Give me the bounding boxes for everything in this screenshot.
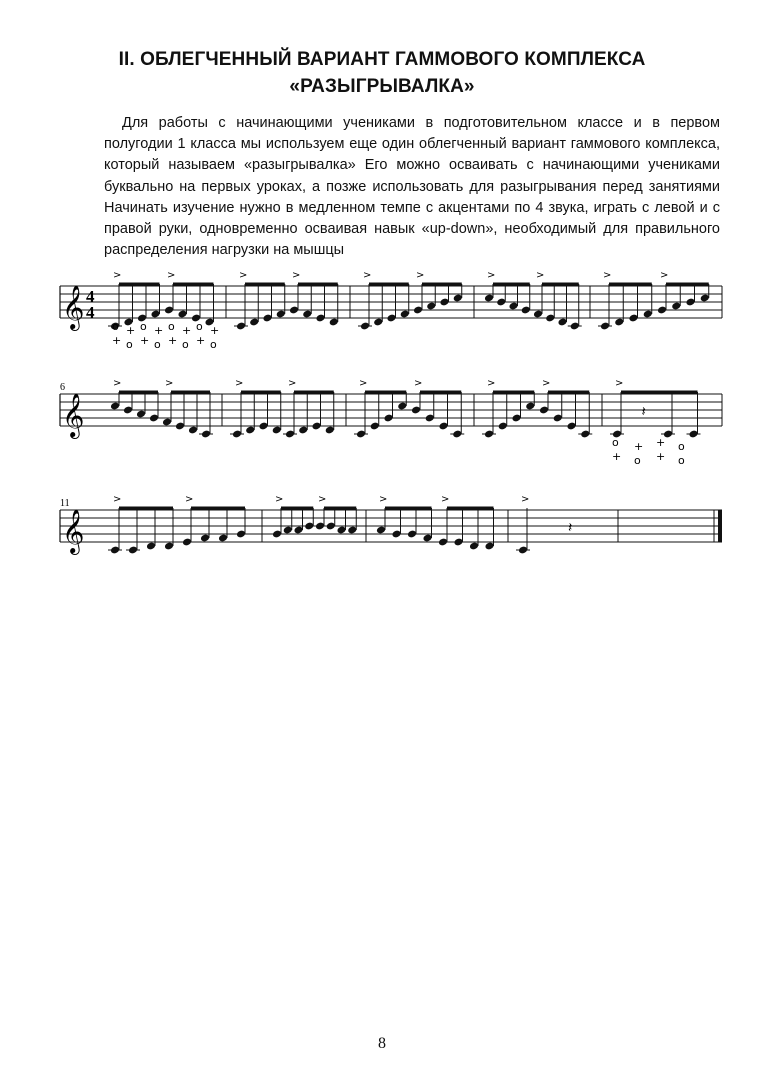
treble-clef-icon: 𝄞: [62, 509, 85, 553]
fingering-mark: o: [678, 454, 685, 467]
intro-text: Для работы с начинающими учениками в подготовительном классе и в первом полугодии 1 класса мы используем еще один облегченный вариант гаммового комплекса, который называем «разыгрывалка» Его можно осваивать с начинающими учениками буквально на первых уроках, а позже использовать для разыгрывания перед занятиями Начинать изучение нужно в медленном темпе с акцентами по 4 звука, играть с левой и с правой руки, одновременно осваивая навык «up-down», необходимый для правильного распределения нагрузки на мышцы: [104, 115, 720, 259]
accent-mark: >: [660, 270, 669, 281]
fingering-mark: o: [168, 320, 175, 333]
fingering-mark: o: [210, 338, 217, 351]
fingering-mark: o: [154, 338, 161, 351]
page-number: 8: [378, 1035, 386, 1052]
fingering-mark: +: [196, 334, 206, 347]
accent-mark: >: [113, 270, 122, 281]
accent-mark: >: [615, 378, 624, 389]
notes-layer: [110, 378, 701, 438]
staff-system-1-svg: [0, 270, 764, 380]
fingering-layer: [612, 436, 685, 467]
accent-mark: >: [379, 494, 388, 505]
fingering-layer: [112, 320, 219, 351]
intro-paragraph: [104, 113, 720, 261]
accent-mark: >: [235, 378, 244, 389]
accent-mark: >: [416, 270, 425, 281]
fingering-mark: o: [634, 454, 641, 467]
accent-mark: >: [441, 494, 450, 505]
staff-system-2-svg: [0, 370, 764, 480]
fingering-mark: +: [656, 450, 666, 463]
fingering-mark: +: [140, 334, 150, 347]
fingering-mark: o: [126, 338, 133, 351]
accent-mark: >: [487, 378, 496, 389]
accent-mark: >: [113, 378, 122, 389]
accent-mark: >: [487, 270, 496, 281]
fingering-mark: o: [140, 320, 147, 333]
fingering-mark: +: [210, 324, 220, 337]
accent-mark: >: [318, 494, 327, 505]
staff-lines: [60, 394, 722, 426]
accent-mark: >: [185, 494, 194, 505]
fingering-mark: o: [678, 440, 685, 453]
fingering-mark: +: [656, 436, 666, 449]
fingering-mark: +: [612, 450, 622, 463]
fingering-mark: o: [196, 320, 203, 333]
accent-mark: >: [359, 378, 368, 389]
accent-mark: >: [113, 494, 122, 505]
music-system-2: [0, 370, 764, 480]
accent-mark: >: [536, 270, 545, 281]
accent-mark: >: [167, 270, 176, 281]
fingering-mark: +: [126, 324, 136, 337]
accent-mark: >: [275, 494, 284, 505]
music-system-1: [0, 270, 764, 380]
fingering-mark: +: [634, 440, 644, 453]
measure-number: 11: [60, 498, 70, 509]
section-subtitle: «РАЗЫГРЫВАЛКА»: [289, 76, 475, 97]
fingering-mark: +: [168, 334, 178, 347]
notes-layer: [108, 494, 618, 554]
section-title: II. ОБЛЕГЧЕННЫЙ ВАРИАНТ ГАММОВОГО КОМПЛЕКСА: [118, 49, 646, 70]
treble-clef-icon: 𝄞: [62, 393, 85, 437]
fingering-mark: o: [612, 436, 619, 449]
accent-mark: >: [521, 494, 530, 505]
accent-mark: >: [165, 378, 174, 389]
final-bar-thick: [718, 510, 722, 542]
accent-mark: >: [363, 270, 372, 281]
time-signature-top: 4: [86, 287, 95, 306]
accent-mark: >: [239, 270, 248, 281]
treble-clef-icon: 𝄞: [62, 285, 85, 329]
staff-system-3-svg: [0, 486, 764, 596]
rest: 𝄽: [641, 404, 646, 420]
accent-mark: >: [603, 270, 612, 281]
music-system-3: [0, 486, 764, 596]
rest: 𝄽: [568, 520, 573, 536]
accent-mark: >: [288, 378, 297, 389]
fingering-mark: +: [182, 324, 192, 337]
accent-mark: >: [292, 270, 301, 281]
fingering-mark: +: [112, 334, 122, 347]
staff-lines: [60, 510, 722, 542]
time-signature-bottom: 4: [86, 303, 95, 322]
accent-mark: >: [414, 378, 423, 389]
fingering-mark: o: [112, 320, 119, 333]
measure-number: 6: [60, 382, 65, 393]
fingering-mark: o: [182, 338, 189, 351]
fingering-mark: +: [154, 324, 164, 337]
accent-mark: >: [542, 378, 551, 389]
